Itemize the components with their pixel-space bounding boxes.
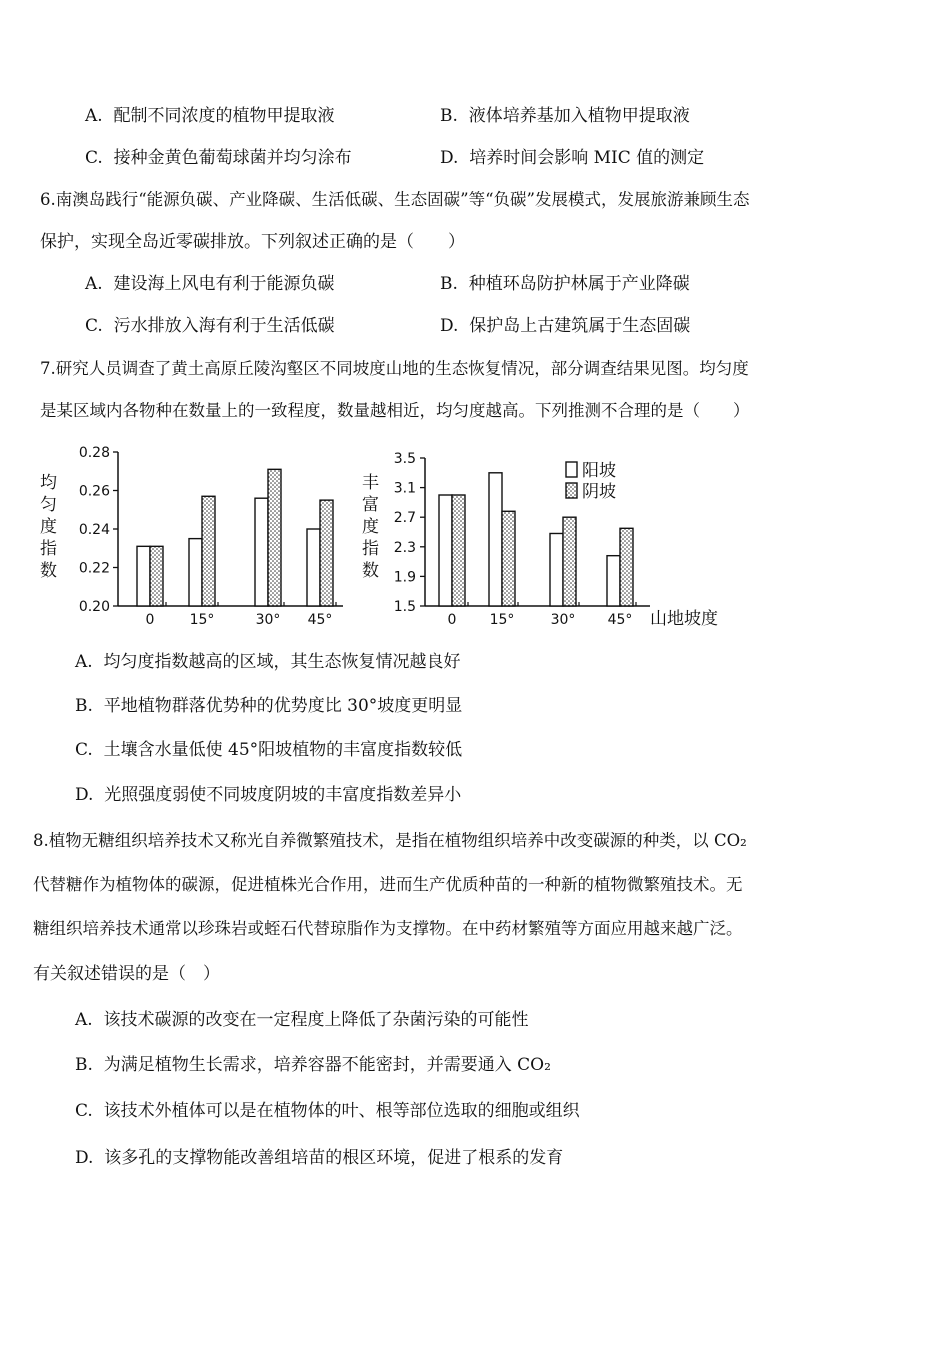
- q5-option-c: C. 接种金黄色葡萄球菌并均匀涂布: [85, 148, 352, 168]
- q7-option-d: D. 光照强度弱使不同坡度阴坡的丰富度指数差异小: [75, 785, 462, 805]
- q6-option-b: B. 种植环岛防护林属于产业降碳: [440, 274, 690, 294]
- q7-option-c: C. 土壤含水量低使 45°阳坡植物的丰富度指数较低: [75, 740, 463, 760]
- q8-option-d: D. 该多孔的支撑物能改善组培苗的根区环境，促进了根系的发育: [75, 1148, 564, 1168]
- bar-shady: [452, 495, 465, 606]
- chart1-ylabel-4: 指: [40, 539, 57, 559]
- q8-option-b: B. 为满足植物生长需求，培养容器不能密封，并需要通入 CO₂: [75, 1055, 551, 1075]
- bar-sunny: [550, 533, 563, 606]
- chart1-ylabel-3: 度: [40, 517, 57, 537]
- bar-shady: [320, 500, 333, 606]
- bar-shady: [620, 528, 633, 606]
- q6-stem-line2: 保护，实现全岛近零碳排放。下列叙述正确的是（ ）: [40, 232, 465, 252]
- chart1-ylabel-1: 均: [40, 473, 57, 493]
- bar-sunny: [607, 556, 620, 606]
- legend-swatch-sunny: [566, 462, 577, 477]
- q7-option-a: A. 均匀度指数越高的区域，其生态恢复情况越良好: [75, 652, 461, 672]
- bar-sunny: [307, 529, 320, 606]
- x-tick-label: 30°: [550, 612, 576, 628]
- legend-label-shady: 阴坡: [582, 482, 616, 502]
- legend-label-sunny: 阳坡: [582, 461, 616, 481]
- bar-sunny: [189, 539, 202, 606]
- y-tick-label: 0.24: [78, 522, 110, 538]
- y-tick-label: 2.7: [393, 510, 416, 527]
- chart2-ylabel-3: 度: [362, 517, 379, 537]
- q5-option-b: B. 液体培养基加入植物甲提取液: [440, 106, 690, 126]
- bar-shady: [202, 496, 215, 606]
- y-tick-label: 0.22: [78, 560, 110, 577]
- q8-option-a: A. 该技术碳源的改变在一定程度上降低了杂菌污染的可能性: [75, 1010, 529, 1030]
- chart2-ylabel-5: 数: [362, 561, 379, 581]
- q5-option-d: D. 培养时间会影响 MIC 值的测定: [440, 148, 705, 168]
- q8-stem-line2: 代替糖作为植物体的碳源，促进植株光合作用，进而生产优质种苗的一种新的植物微繁殖技术。无: [33, 875, 743, 894]
- x-tick-label: 0: [447, 612, 457, 628]
- chart1-ylabel-2: 匀: [40, 495, 57, 515]
- legend-swatch-shady: [566, 483, 577, 498]
- charts-figure: [0, 440, 950, 640]
- chart2-ylabel-2: 富: [362, 495, 379, 515]
- y-tick-label: 1.9: [393, 569, 416, 586]
- y-tick-label: 0.26: [78, 483, 110, 500]
- x-tick-label: 15°: [189, 612, 215, 628]
- bar-shady: [502, 511, 515, 606]
- bar-sunny: [137, 546, 150, 606]
- q8-stem-line1: 8.植物无糖组织培养技术又称光自养微繁殖技术，是指在植物组织培养中改变碳源的种类，以 CO₂: [33, 831, 747, 850]
- bar-shady: [150, 546, 163, 606]
- chart2-ylabel-1: 丰: [362, 473, 379, 493]
- chart2-ylabel-4: 指: [362, 539, 379, 559]
- x-tick-label: 45°: [607, 612, 633, 628]
- y-tick-label: 0.20: [78, 599, 110, 615]
- chart1-ylabel-5: 数: [40, 561, 57, 581]
- chart2-xlabel: 山地坡度: [650, 609, 718, 629]
- chart-richness: [362, 451, 718, 629]
- q7-stem-line2: 是某区域内各物种在数量上的一致程度，数量越相近，均匀度越高。下列推测不合理的是（ ）: [40, 401, 750, 420]
- bar-sunny: [439, 495, 452, 606]
- q5-option-a: A. 配制不同浓度的植物甲提取液: [85, 106, 335, 126]
- q8-option-c: C. 该技术外植体可以是在植物体的叶、根等部位选取的细胞或组织: [75, 1101, 580, 1121]
- y-tick-label: 3.5: [393, 451, 416, 467]
- y-tick-label: 0.28: [78, 445, 110, 461]
- x-tick-label: 30°: [255, 612, 281, 628]
- x-tick-label: 0: [145, 612, 155, 628]
- q7-stem-line1: 7.研究人员调查了黄土高原丘陵沟壑区不同坡度山地的生态恢复情况，部分调查结果见图。均匀度: [40, 359, 749, 378]
- q7-option-b: B. 平地植物群落优势种的优势度比 30°坡度更明显: [75, 696, 463, 716]
- q6-option-d: D. 保护岛上古建筑属于生态固碳: [440, 316, 691, 336]
- y-tick-label: 3.1: [393, 480, 416, 497]
- q6-stem-line1: 6.南澳岛践行“能源负碳、产业降碳、生活低碳、生态固碳”等“负碳”发展模式，发展旅游兼顾生态: [40, 190, 750, 209]
- x-tick-label: 15°: [489, 612, 515, 628]
- bar-shady: [563, 517, 576, 606]
- y-tick-label: 2.3: [393, 539, 416, 556]
- q8-stem-line3: 糖组织培养技术通常以珍珠岩或蛭石代替琼脂作为支撑物。在中药材繁殖等方面应用越来越广泛。: [33, 919, 743, 938]
- y-tick-label: 1.5: [393, 599, 416, 615]
- q6-option-c: C. 污水排放入海有利于生活低碳: [85, 316, 335, 336]
- chart-evenness: [40, 445, 343, 628]
- bar-sunny: [489, 473, 502, 606]
- bar-sunny: [255, 498, 268, 606]
- q8-stem-line4: 有关叙述错误的是（ ）: [33, 964, 220, 984]
- bar-shady: [268, 469, 281, 606]
- q6-option-a: A. 建设海上风电有利于能源负碳: [85, 274, 335, 294]
- x-tick-label: 45°: [307, 612, 333, 628]
